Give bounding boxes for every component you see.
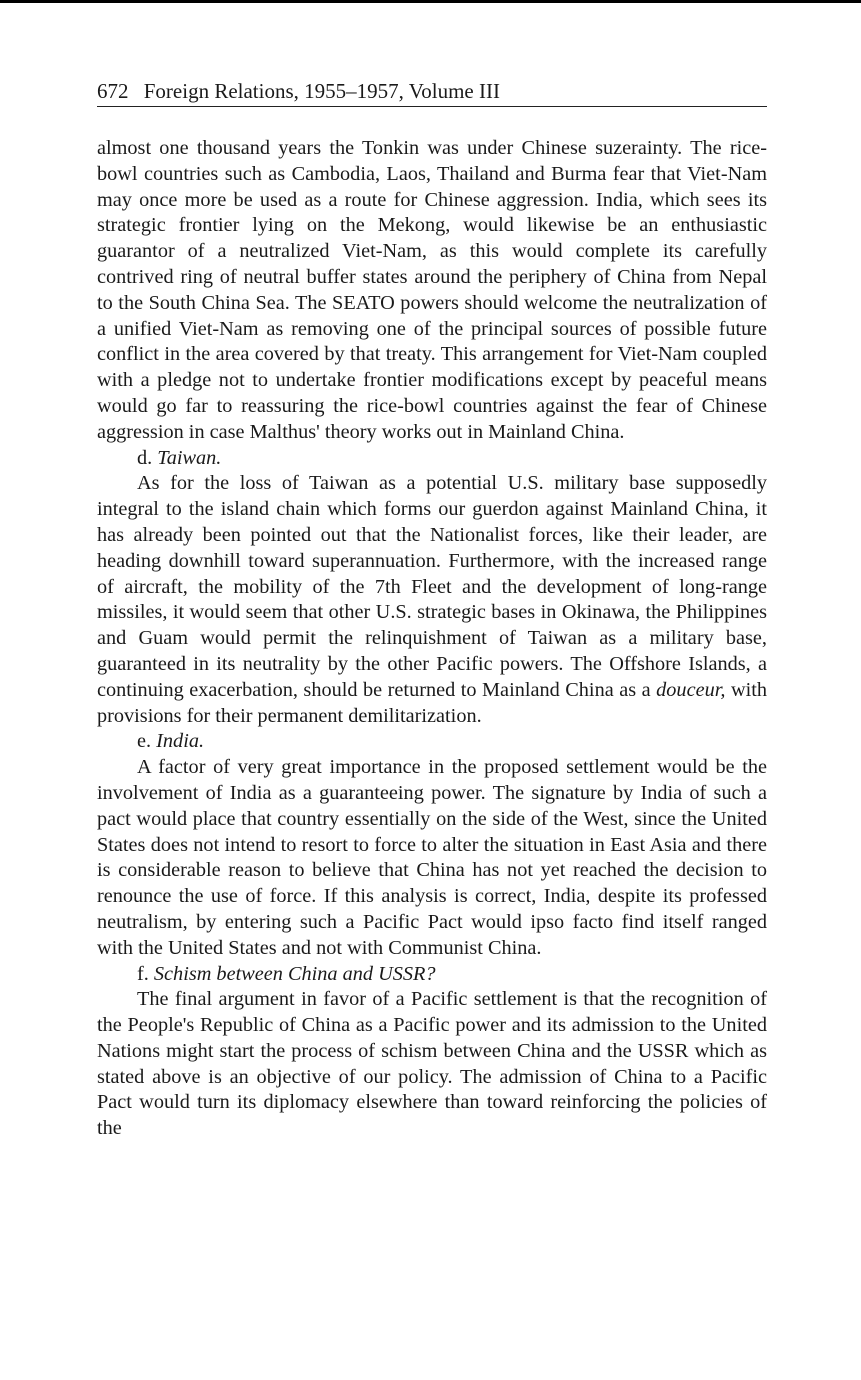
section-heading-f xyxy=(97,962,767,988)
paragraph-text: As for the loss of Taiwan as a potential U.S. military base supposedly integral to the island chain which forms our guerdon against Mainland China, it has already been pointed out that the Nationalist forces, like their leader, are heading downhill toward superannuation. Furthermore, with the increased range of aircraft, the mobility of the 7th Fleet and the development of long-range missiles, it would seem that other U.S. strategic bases in Okinawa, the Philippines and Guam would permit the relinquishment of Taiwan as a military base, guaranteed in its neutrality by the other Pacific powers. The Offshore Islands, a continuing exacerbation, should be returned to Mainland China as a xyxy=(97,472,767,701)
page-number: 672 xyxy=(97,79,129,103)
italic-term: douceur, xyxy=(656,678,726,701)
paragraph-continuation: almost one thousand years the Tonkin was under Chinese suzerainty. The rice-bowl countries such as Cambodia, Laos, Thailand and Burma fear that Viet-Nam may once more be used as a route for Chinese aggression. India, which sees its strategic frontier lying on the Mekong, would likewise be an enthusiastic guarantor of a neutralized Viet-Nam, as this would complete its carefully contrived ring of neutral buffer states around the periphery of China from Nepal to the South China Sea. The SEATO powers should welcome the neutralization of a unified Viet-Nam as removing one of the principal sources of possible future conflict in the area covered by that treaty. This arrangement for Viet-Nam coupled with a pledge not to undertake frontier modifications except by peaceful means would go far to reassuring the rice-bowl countries against the fear of Chinese aggression in case Malthus' theory works out in Mainland China. xyxy=(97,137,767,443)
section-heading-e xyxy=(97,729,767,755)
section-label: e. xyxy=(137,730,152,753)
section-title: Taiwan. xyxy=(157,446,222,469)
section-label: f. xyxy=(137,962,149,985)
section-label: d. xyxy=(137,446,153,469)
running-title: Foreign Relations, 1955–1957, Volume III xyxy=(143,79,500,103)
section-title: India. xyxy=(156,730,205,753)
paragraph-text: with provisions for their permanent demilitarization. xyxy=(97,678,767,727)
paragraph-taiwan xyxy=(97,471,767,729)
running-header xyxy=(97,76,767,107)
paragraph-india: A factor of very great importance in the proposed settlement would be the involvement of India as a guaranteeing power. The signature by India of such a pact would place that country essentially on the side of the West, since the United States does not intend to resort to force to alter the situation in East Asia and there is considerable reason to believe that China has not yet reached the decision to renounce the use of force. If this analysis is correct, India, despite its professed neutralism, by entering such a Pacific Pact would ipso facto find itself ranged with the United States and not with Communist China. xyxy=(97,756,767,959)
paragraph-schism: The final argument in favor of a Pacific settlement is that the recognition of the People's Republic of China as a Pacific power and its admission to the United Nations might start the process of schism between China and the USSR which as stated above is an objective of our policy. The admission of China to a Pacific Pact would turn its diplomacy elsewhere than toward reinforcing the policies of the xyxy=(97,988,767,1140)
page-top-edge xyxy=(0,0,861,3)
page-body xyxy=(97,136,767,1142)
section-title: Schism between China and USSR? xyxy=(153,962,436,985)
section-heading-d xyxy=(97,446,767,472)
